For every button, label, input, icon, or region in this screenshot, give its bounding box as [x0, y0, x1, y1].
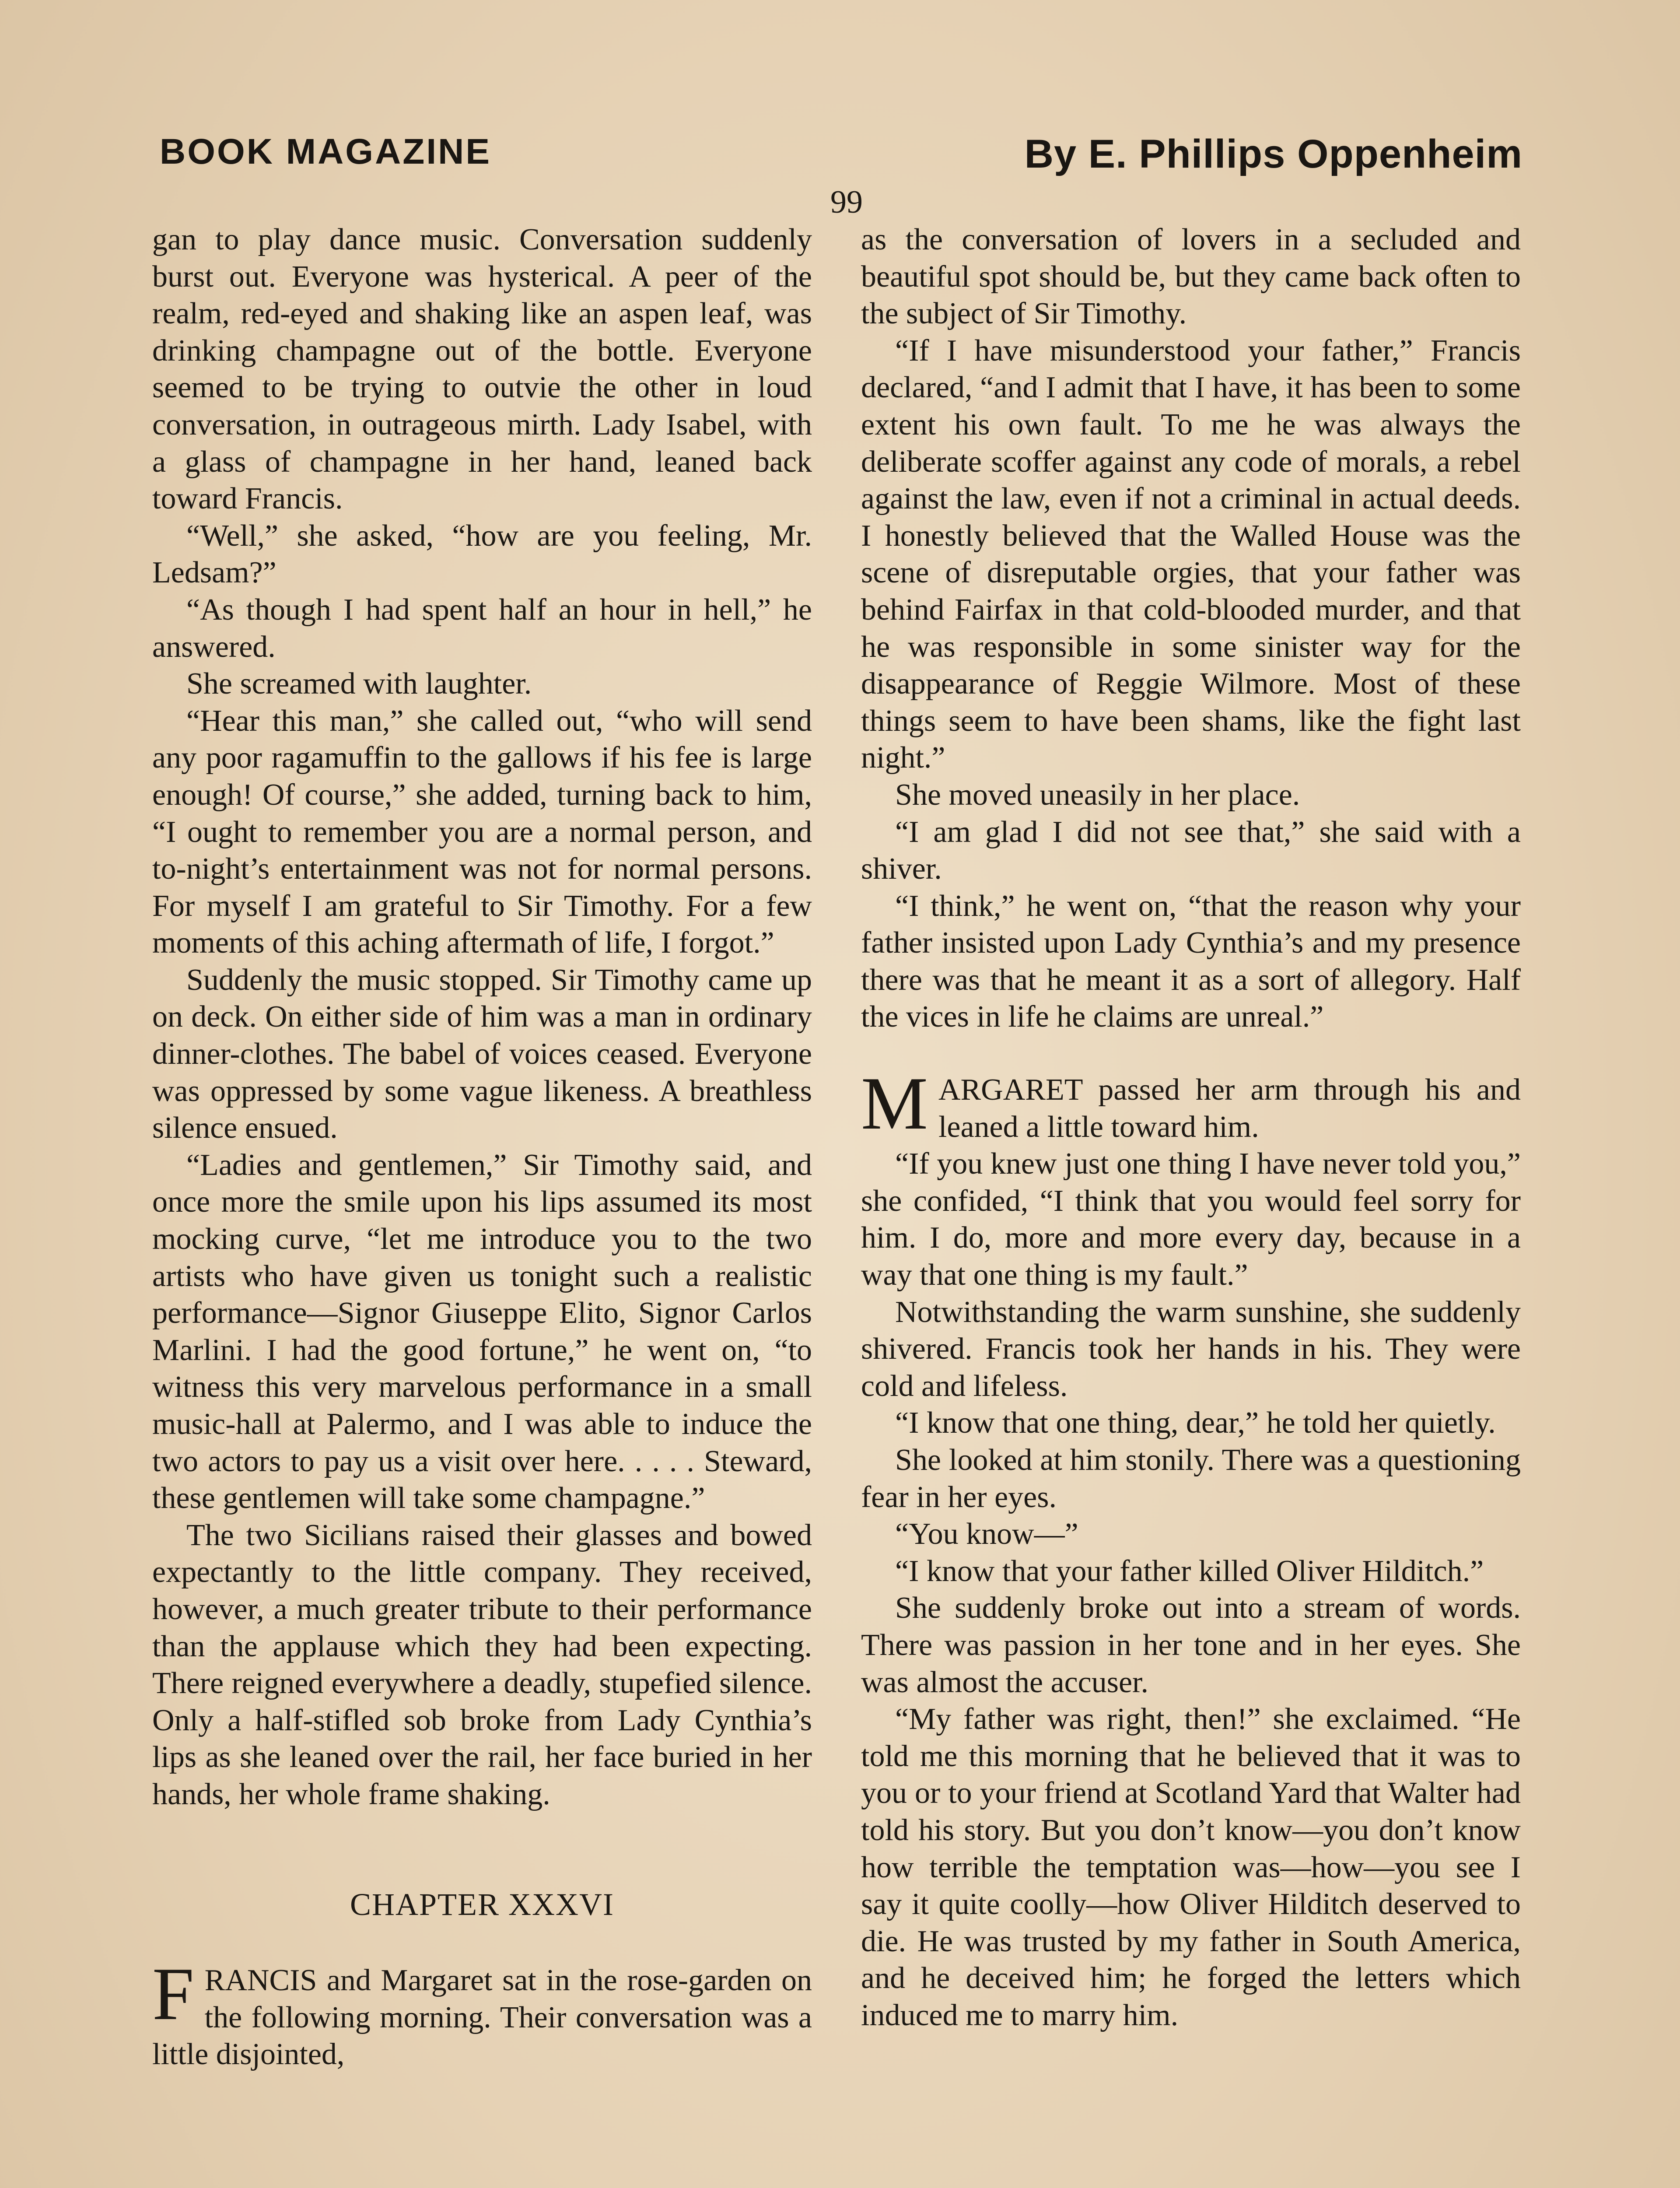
paragraph: She looked at him stonily. There was a questioning fear in her eyes. [861, 1443, 1521, 1514]
paragraph: “I think,” he went on, “that the reason why your father insisted upon Lady Cynthia’s and my presence there was that he meant it as a sort of allegory. Half the vices in life he claims are unreal.” [861, 889, 1521, 1034]
paragraph: “I know that one thing, dear,” he told her quietly. [895, 1406, 1496, 1440]
paragraph: “I know that your father killed Oliver Hilditch.” [895, 1554, 1484, 1588]
paragraph: Suddenly the music stopped. Sir Timothy came up on deck. On either side of him was a man in ordinary dinner-clothes. The babel of voices ceased. Everyone was oppressed by some vague likeness. A breathless silence ensued. [152, 963, 812, 1145]
paragraph: “If I have misunderstood your father,” Francis declared, “and I admit that I have, it has been to some extent his own fault. To me he was always the deliberate scoffer against any code of morals, a rebel against the law, even if not a criminal in actual deeds. I honestly believed that the Walled House was the scene of disreputable orgies, that your father was behind Fairfax in that cold-blooded murder, and that he was responsible in some sinister way for the disappearance of Reggie Wilmore. Most of these things seem to have been shams, like the fight last night.” [861, 333, 1521, 775]
paragraph-text: RANCIS and Margaret sat in the rose-garden on the following morning. Their conversation was a little disjointed, [152, 1964, 812, 2072]
paragraph: as the conversation of lovers in a secluded and beautiful spot should be, but they came back often to the subject of Sir Timothy. [861, 223, 1521, 331]
paragraph: She moved uneasily in her place. [895, 778, 1300, 812]
section-break [861, 1036, 1521, 1072]
paragraph: “Hear this man,” she called out, “who will send any poor ragamuffin to the gallows if his fee is large enough! Of course,” she added, turning back to him, “I ought to remember you are a normal person, and to-night’s entertainment was not for normal persons. For myself I am grateful to Sir Timothy. For a few moments of this aching aftermath of life, I forgot.” [152, 704, 812, 960]
paragraph: She suddenly broke out into a stream of words. There was passion in her tone and in her eyes. She was almost the accuser. [861, 1591, 1521, 1699]
paragraph: The two Sicilians raised their glasses and bowed expectantly to the little company. They received, however, a much greater tribute to their performance than the applause which they had been expecting. There reigned everywhere a deadly, stupefied silence. Only a half-stifled sob broke from Lady Cynthia’s lips as she leaned over the rail, her face buried in her hands, her whole frame shaking. [152, 1518, 812, 1811]
chapter-heading: CHAPTER XXXVI [350, 1886, 614, 1922]
paragraph-text: ARGARET passed her arm through his and leaned a little toward him. [938, 1073, 1521, 1144]
text-column-left [152, 221, 812, 2073]
drop-cap: F [152, 1953, 194, 2036]
paragraph: “My father was right, then!” she exclaimed. “He told me this morning that he believed that it was to you or to your friend at Scotland Yard that Walter had told his story. But you don’t know—you don’t know how terrible the temptation was—how—you see I say it quite coolly—how Oliver Hilditch deserved to die. He was trusted by my father in South America, and he deceived him; he forged the letters which induced me to marry him. [861, 1702, 1521, 2032]
paragraph: gan to play dance music. Conversation suddenly burst out. Everyone was hysterical. A peer of the realm, red-eyed and shaking like an aspen leaf, was drinking champagne out of the bottle. Everyone seemed to be trying to outvie the other in loud conversation, in outrageous mirth. Lady Isabel, with a glass of champagne in her hand, leaned back toward Francis. [152, 223, 812, 516]
paragraph-with-drop-cap [861, 1062, 1521, 1146]
running-header-title: BOOK MAGAZINE [160, 132, 492, 172]
paragraph: Notwithstanding the warm sunshine, she suddenly shivered. Francis took her hands in his. They were cold and lifeless. [861, 1295, 1521, 1403]
paragraph: She screamed with laughter. [186, 667, 532, 701]
text-column-right [861, 221, 1521, 2034]
paragraph: “I am glad I did not see that,” she said with a shiver. [861, 815, 1521, 886]
drop-cap: M [861, 1062, 928, 1146]
paragraph: “Well,” she asked, “how are you feeling, Mr. Ledsam?” [152, 519, 812, 590]
paragraph: “If you knew just one thing I have never told you,” she confided, “I think that you would feel sorry for him. I do, more and more every day, because in a way that one thing is my fault.” [861, 1147, 1521, 1292]
paragraph: “As though I had spent half an hour in hell,” he answered. [152, 593, 812, 664]
paragraph: “Ladies and gentlemen,” Sir Timothy said, and once more the smile upon his lips assumed its most mocking curve, “let me introduce you to the two artists who have given us tonight such a realistic performance—Signor Giuseppe Elito, Signor Carlos Marlini. I had the good fortune,” he went on, “to witness this very marvelous performance in a small music-hall at Palermo, and I was able to induce the two actors to pay us a visit over here. . . . . Steward, these gentlemen will take some champagne.” [152, 1148, 812, 1515]
page-number: 99 [830, 184, 863, 220]
running-header-author: By E. Phillips Oppenheim [1024, 132, 1522, 176]
paragraph-with-drop-cap [152, 1953, 812, 2073]
paragraph: “You know—” [895, 1517, 1078, 1551]
